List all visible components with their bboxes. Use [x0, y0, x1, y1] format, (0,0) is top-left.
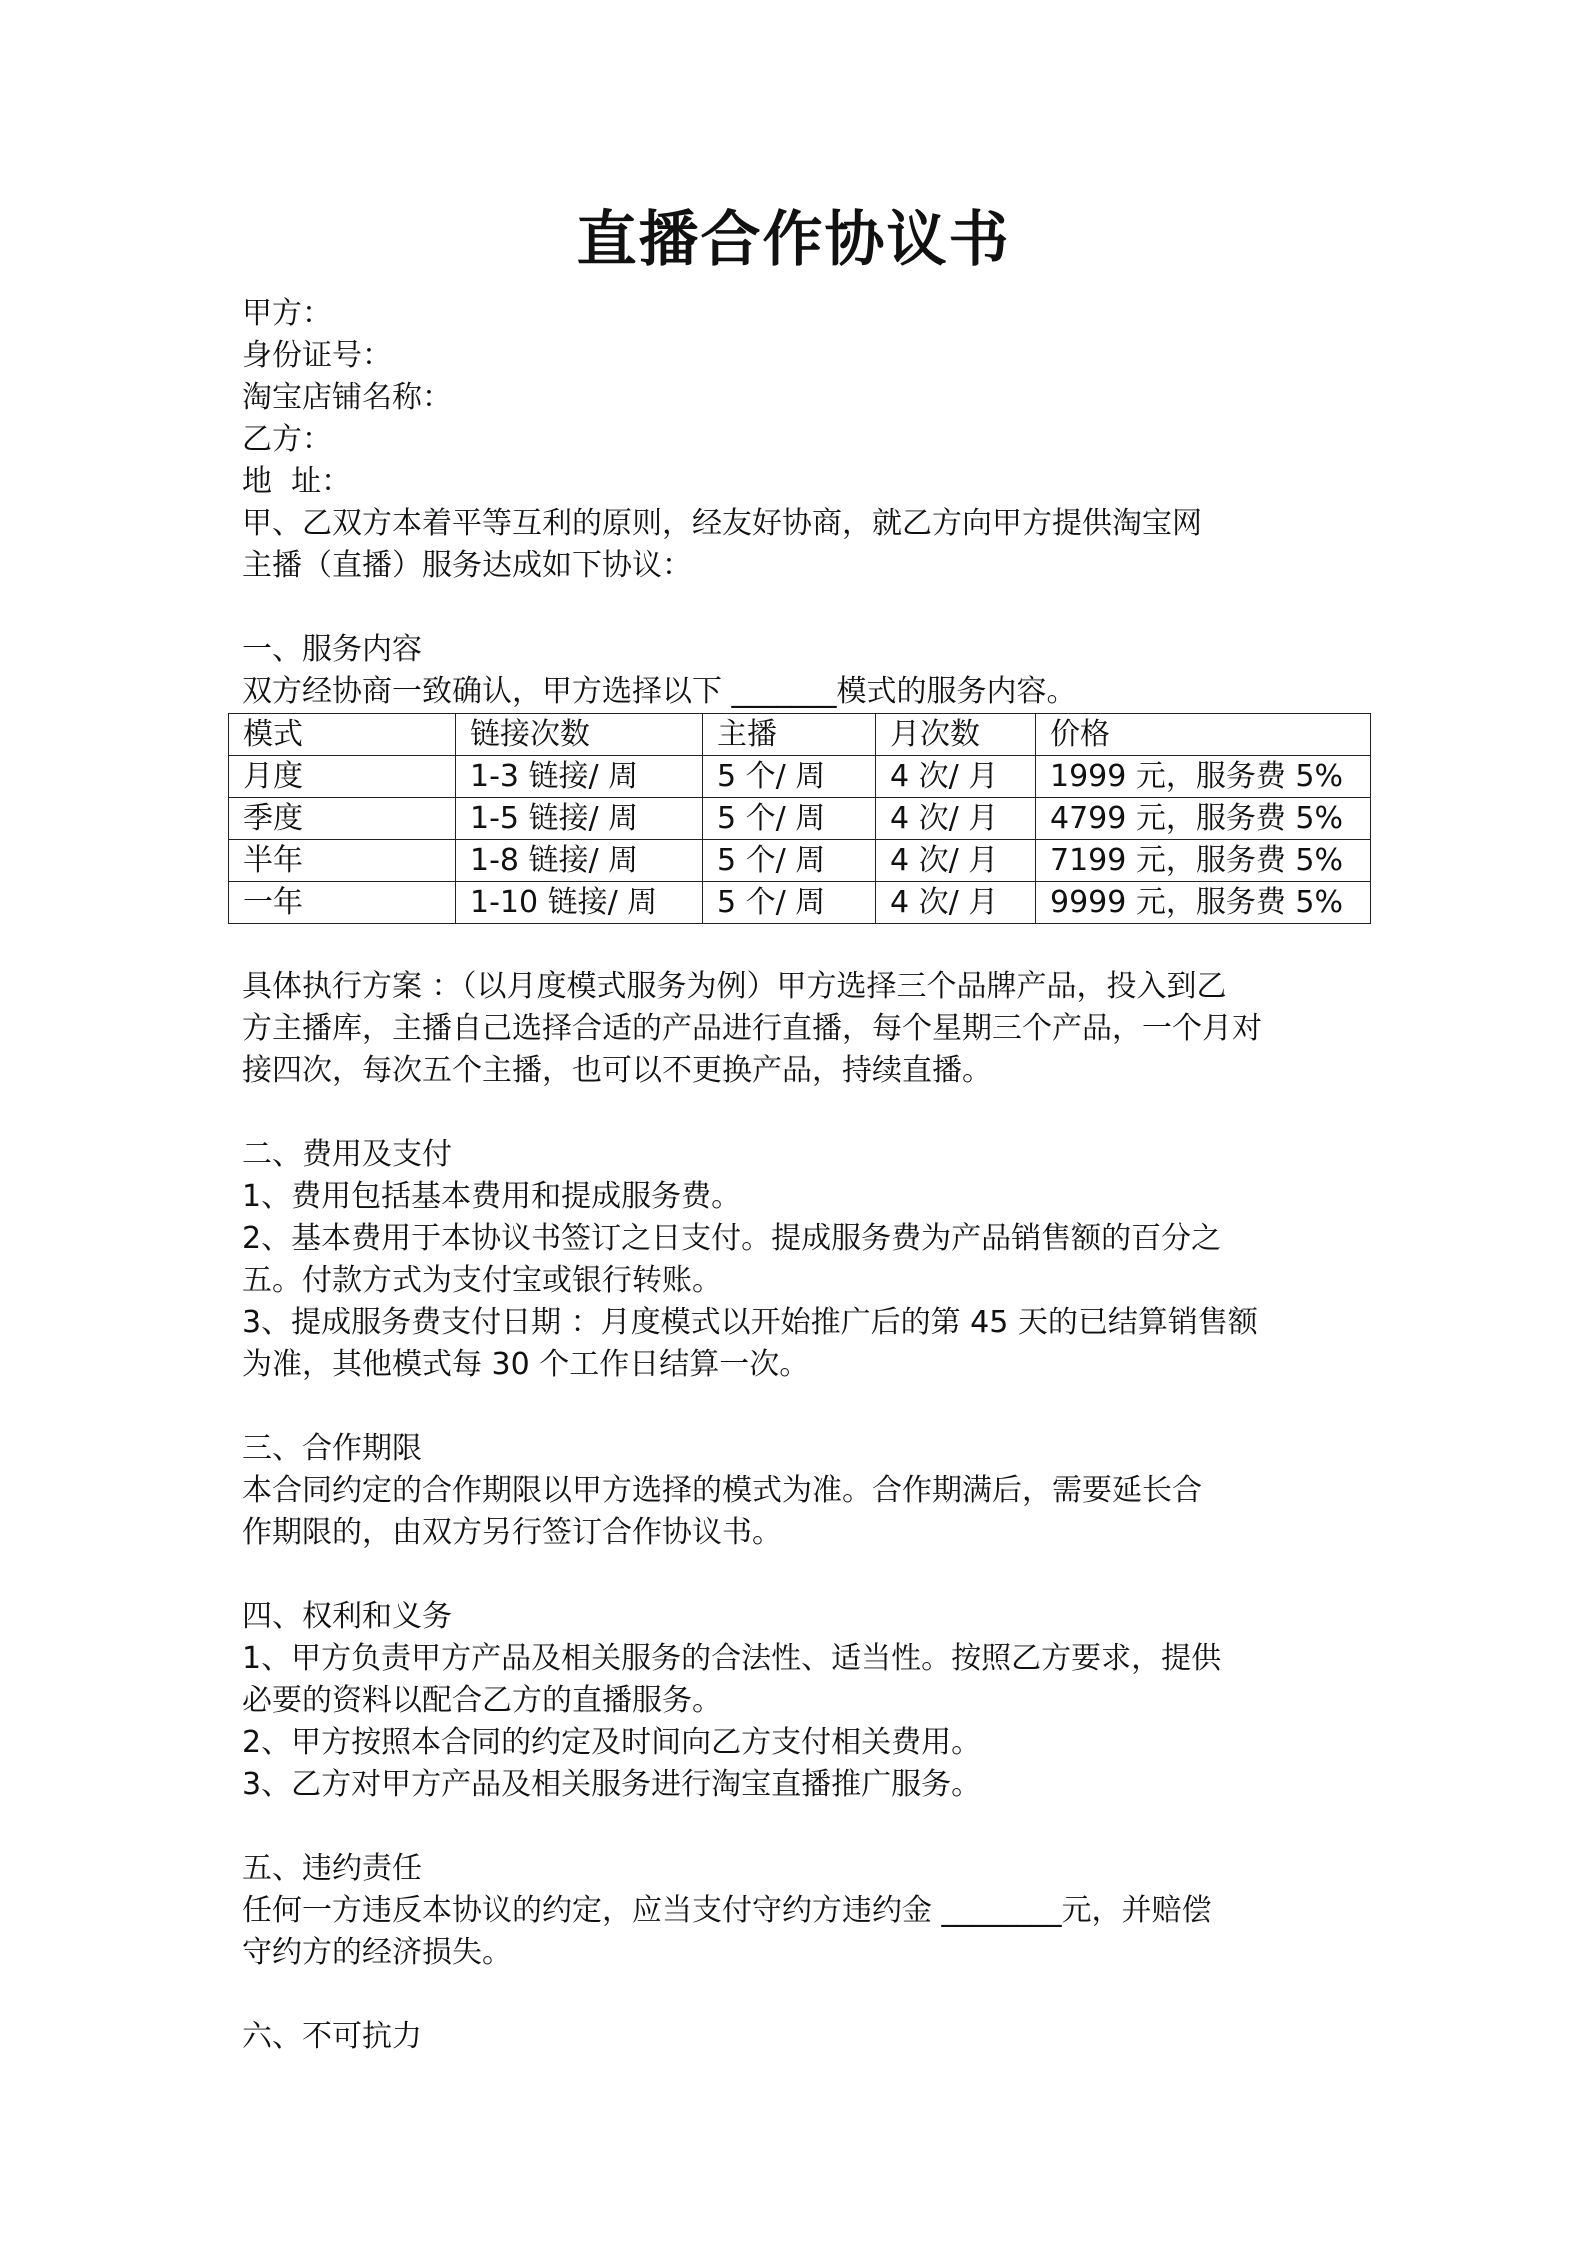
- section-paragraph: 本合同约定的合作期限以甲方选择的模式为准。合作期满后，需要延长合: [242, 1473, 1202, 1508]
- table-cell: 1-10 链接/ 周: [456, 882, 703, 924]
- table-cell: 5 个/ 周: [703, 756, 876, 798]
- section-paragraph: 2、甲方按照本合同的约定及时间向乙方支付相关费用。: [242, 1725, 982, 1760]
- plan-paragraph-line: 具体执行方案 ：（以月度模式服务为例）甲方选择三个品牌产品，投入到乙: [242, 969, 1227, 1004]
- table-cell: 5 个/ 周: [703, 840, 876, 882]
- preamble-line: 主播（直播）服务达成如下协议：: [242, 548, 692, 583]
- table-cell: 月度: [229, 756, 456, 798]
- table-row: [229, 756, 1371, 798]
- section-heading: 四、权利和义务: [242, 1599, 452, 1634]
- service-table: [228, 713, 1371, 924]
- id-number-line: 身份证号：: [242, 338, 392, 373]
- table-cell: 9999 元，服务费 5%: [1036, 882, 1371, 924]
- party-a-line: 甲方：: [242, 296, 332, 331]
- section-heading: 六、不可抗力: [242, 2019, 422, 2054]
- table-row: [229, 882, 1371, 924]
- section-paragraph: 1、甲方负责甲方产品及相关服务的合法性、适当性。按照乙方要求，提供: [242, 1641, 1222, 1676]
- section-paragraph: 守约方的经济损失。: [242, 1935, 512, 1970]
- table-header-cell: 主播: [703, 714, 876, 756]
- section-paragraph: 3、提成服务费支付日期 ：月度模式以开始推广后的第 45 天的已结算销售额: [242, 1305, 1258, 1340]
- document-body: [242, 293, 1392, 2058]
- document-title: 直播合作协议书: [576, 205, 1011, 275]
- table-cell: 1-5 链接/ 周: [456, 798, 703, 840]
- table-cell: 5 个/ 周: [703, 798, 876, 840]
- table-cell: 4 次/ 月: [876, 798, 1036, 840]
- address-line: 地 址：: [242, 464, 352, 499]
- table-cell: 4799 元，服务费 5%: [1036, 798, 1371, 840]
- section-paragraph: 作期限的，由双方另行签订合作协议书。: [242, 1515, 782, 1550]
- section-paragraph: 任何一方违反本协议的约定，应当支付守约方违约金 ________元，并赔偿: [242, 1893, 1212, 1928]
- shop-name-line: 淘宝店铺名称：: [242, 380, 452, 415]
- section-heading: 二、费用及支付: [242, 1137, 452, 1172]
- section-heading: 一、服务内容: [242, 632, 422, 667]
- preamble-line: 甲、乙双方本着平等互利的原则，经友好协商，就乙方向甲方提供淘宝网: [242, 506, 1202, 541]
- table-cell: 5 个/ 周: [703, 882, 876, 924]
- table-header-cell: 链接次数: [456, 714, 703, 756]
- table-cell: 半年: [229, 840, 456, 882]
- section-paragraph: 1、费用包括基本费用和提成服务费。: [242, 1179, 742, 1214]
- section-paragraph: 为准，其他模式每 30 个工作日结算一次。: [242, 1347, 810, 1382]
- table-cell: 1-8 链接/ 周: [456, 840, 703, 882]
- table-cell: 4 次/ 月: [876, 882, 1036, 924]
- party-b-line: 乙方：: [242, 422, 332, 457]
- table-cell: 1999 元，服务费 5%: [1036, 756, 1371, 798]
- plan-paragraph-line: 方主播库，主播自己选择合适的产品进行直播，每个星期三个产品，一个月对: [242, 1011, 1262, 1046]
- section-paragraph: 2、基本费用于本协议书签订之日支付。提成服务费为产品销售额的百分之: [242, 1221, 1222, 1256]
- table-cell: 1-3 链接/ 周: [456, 756, 703, 798]
- section-paragraph: 双方经协商一致确认，甲方选择以下 _______模式的服务内容。: [242, 674, 1077, 709]
- table-cell: 4 次/ 月: [876, 756, 1036, 798]
- section-paragraph: 必要的资料以配合乙方的直播服务。: [242, 1683, 722, 1718]
- plan-paragraph-line: 接四次，每次五个主播，也可以不更换产品，持续直播。: [242, 1053, 992, 1088]
- section-heading: 三、合作期限: [242, 1431, 422, 1466]
- table-cell: 一年: [229, 882, 456, 924]
- section-heading: 五、违约责任: [242, 1851, 422, 1886]
- section-paragraph: 3、乙方对甲方产品及相关服务进行淘宝直播推广服务。: [242, 1767, 982, 1802]
- table-header-cell: 模式: [229, 714, 456, 756]
- table-header-row: [229, 714, 1371, 756]
- table-cell: 7199 元，服务费 5%: [1036, 840, 1371, 882]
- table-cell: 4 次/ 月: [876, 840, 1036, 882]
- table-row: [229, 840, 1371, 882]
- table-header-cell: 月次数: [876, 714, 1036, 756]
- section-paragraph: 五。付款方式为支付宝或银行转账。: [242, 1263, 722, 1298]
- table-row: [229, 798, 1371, 840]
- table-header-cell: 价格: [1036, 714, 1371, 756]
- table-cell: 季度: [229, 798, 456, 840]
